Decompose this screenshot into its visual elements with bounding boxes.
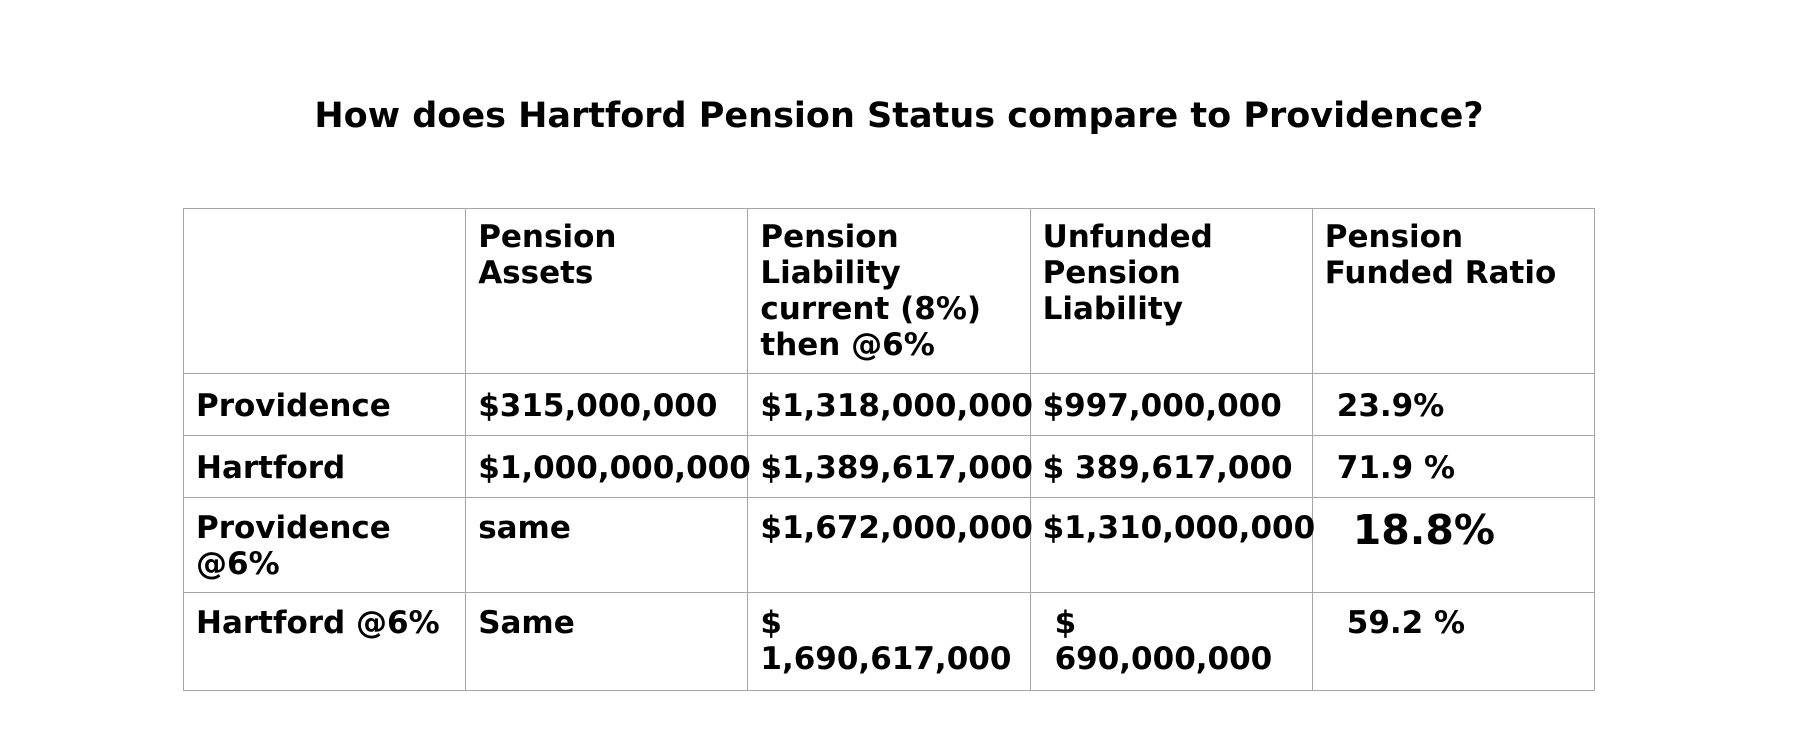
cell-pension-assets: $1,000,000,000: [466, 436, 748, 498]
cell-funded-ratio: 18.8%: [1312, 498, 1594, 593]
cell-unfunded-liability: $1,310,000,000: [1030, 498, 1312, 593]
cell-pension-liability: $1,672,000,000: [748, 498, 1030, 593]
cell-funded-ratio: 59.2 %: [1312, 593, 1594, 691]
cell-pension-liability: $ 1,690,617,000: [748, 593, 1030, 691]
row-label: Hartford: [184, 436, 466, 498]
cell-funded-ratio: 71.9 %: [1312, 436, 1594, 498]
table-row: [184, 374, 1595, 436]
cell-unfunded-liability: $997,000,000: [1030, 374, 1312, 436]
row-label: Providence @6%: [184, 498, 466, 593]
pension-comparison-table: [183, 208, 1595, 691]
cell-funded-ratio: 23.9%: [1312, 374, 1594, 436]
header-pension-assets: Pension Assets: [466, 209, 748, 374]
header-cell-empty: [184, 209, 466, 374]
table-row: [184, 593, 1595, 691]
cell-pension-assets: same: [466, 498, 748, 593]
cell-unfunded-liability: $ 690,000,000: [1030, 593, 1312, 691]
cell-pension-assets: Same: [466, 593, 748, 691]
header-unfunded-liability: Unfunded Pension Liability: [1030, 209, 1312, 374]
table-row: [184, 498, 1595, 593]
header-pension-liability: Pension Liability current (8%) then @6%: [748, 209, 1030, 374]
row-label: Hartford @6%: [184, 593, 466, 691]
cell-pension-liability: $1,318,000,000: [748, 374, 1030, 436]
slide-title: How does Hartford Pension Status compare to Providence?: [314, 96, 1484, 136]
header-funded-ratio: Pension Funded Ratio: [1312, 209, 1594, 374]
cell-pension-liability: $1,389,617,000: [748, 436, 1030, 498]
cell-pension-assets: $315,000,000: [466, 374, 748, 436]
row-label: Providence: [184, 374, 466, 436]
table-header-row: [184, 209, 1595, 374]
table-row: [184, 436, 1595, 498]
cell-unfunded-liability: $ 389,617,000: [1030, 436, 1312, 498]
